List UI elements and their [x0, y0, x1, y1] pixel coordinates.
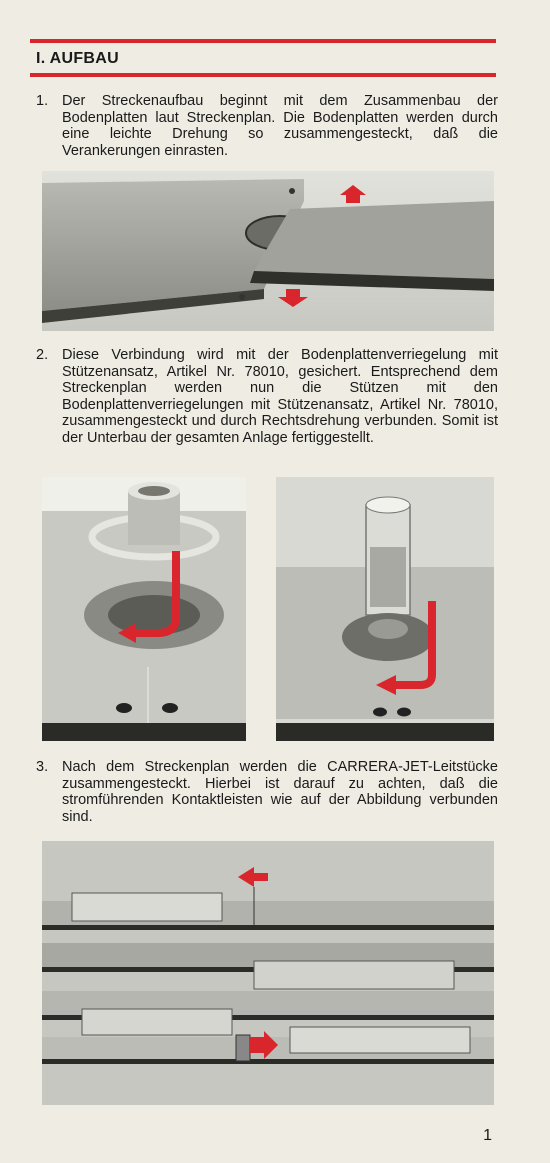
step-text: Der Streckenaufbau beginnt mit dem Zusammenbau der Bodenplatten laut Streckenplan. Die Bodenplatten werden durch eine leichte Drehung so zusammengesteckt, daß die Verankerungen einrasten. — [62, 93, 498, 159]
step-number: 1. — [36, 93, 49, 109]
step-text: Diese Verbindung wird mit der Bodenplattenverriegelung mit Stützenansatz, Artikel Nr. 78010, gesichert. Entsprechend dem Streckenplan werden nun die Stützen mit den Bodenplattenverriegelungen mit Stützenansatz, Artikel Nr. 78010, zusammengesteckt und durch Rechtsdrehung verbunden. Somit ist der Unterbau der gesamten Anlage fertiggestellt. — [62, 347, 498, 446]
step-1 — [36, 93, 498, 159]
step-number: 3. — [36, 759, 49, 775]
photo-support-column — [276, 477, 494, 741]
photo-base-plates — [42, 171, 494, 331]
section-heading: I. AUFBAU — [36, 50, 119, 67]
heading-underline — [30, 73, 496, 77]
step-3 — [36, 759, 498, 825]
photo-track-contacts — [42, 841, 494, 1105]
photo-plate-locking — [42, 477, 246, 741]
top-rule — [30, 39, 496, 43]
step-number: 2. — [36, 347, 49, 363]
step-text: Nach dem Streckenplan werden die CARRERA-JET-Leitstücke zusammengesteckt. Hierbei ist darauf zu achten, daß die stromführenden Kontaktleisten wie auf der Abbildung verbunden sind. — [62, 759, 498, 825]
step-2 — [36, 347, 498, 446]
page-number: 1 — [483, 1127, 492, 1144]
